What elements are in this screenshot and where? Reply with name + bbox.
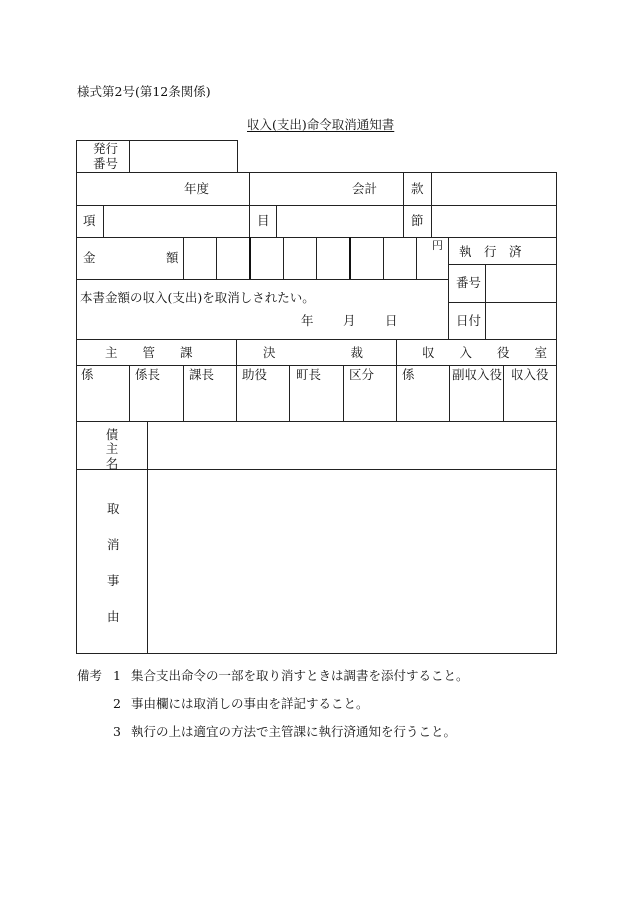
request-year: 年: [301, 313, 314, 328]
account-label: 会計: [352, 181, 378, 196]
reason-label-char-2: 消: [107, 537, 120, 552]
request-month: 月: [343, 313, 356, 328]
document-title: 収入(支出)命令取消通知書: [247, 117, 395, 132]
amount-label-kin: 金: [83, 250, 96, 265]
stamp-col-kakaricho: 係長: [135, 367, 161, 382]
executed-date-label: 日付: [456, 313, 482, 328]
stamp-col-joyaku: 助役: [242, 367, 268, 382]
group-shunyuyaku-shitsu: 収 入 役 室: [422, 345, 548, 360]
reason-label-char-3: 事: [107, 573, 120, 588]
reason-label-char-1: 取: [107, 501, 120, 516]
note-3-number: 3: [113, 724, 121, 739]
note-3-text: 執行の上は適宜の方法で主管課に執行済通知を行うこと。: [131, 724, 457, 739]
note-2-number: 2: [113, 696, 121, 711]
yen-label: 円: [432, 239, 443, 252]
issue-label-line2: 番号: [93, 156, 119, 171]
creditor-label: 債 主 名: [105, 427, 119, 471]
kan-label: 款: [411, 181, 424, 196]
note-2-text: 事由欄には取消しの事由を詳記すること。: [131, 696, 369, 711]
stamp-col-kacho: 課長: [189, 367, 215, 382]
group-shukan-ka: 主 管 課: [105, 345, 193, 360]
note-1-number: 1: [113, 668, 121, 683]
stamp-col-kubun: 区分: [349, 367, 375, 382]
amount-label-gaku: 額: [166, 250, 179, 265]
request-day: 日: [385, 313, 398, 328]
executed-header: 執 行 済: [459, 244, 522, 259]
kou-label: 項: [83, 213, 96, 228]
moku-label: 目: [257, 213, 270, 228]
setsu-label: 節: [411, 213, 424, 228]
issue-label-line1: 発行: [93, 141, 119, 156]
fiscal-year-label: 年度: [184, 181, 210, 196]
request-text: 本書金額の収入(支出)を取消しされたい。: [80, 290, 315, 305]
stamp-col-kakari: 係: [81, 367, 94, 382]
stamp-col-chocho: 町長: [296, 367, 322, 382]
form-label: 様式第2号(第12条関係): [77, 84, 211, 99]
executed-number-label: 番号: [456, 275, 482, 290]
group-kessai: 決 裁: [263, 345, 364, 360]
note-1-text: 集合支出命令の一部を取り消すときは調書を添付すること。: [131, 668, 469, 683]
stamp-col-shunyuyaku: 収入役: [511, 367, 549, 382]
reason-label-char-4: 由: [107, 609, 120, 624]
stamp-col-kakari-2: 係: [402, 367, 415, 382]
notes-label: 備考: [77, 668, 103, 683]
stamp-col-fuku-shunyuyaku: 副収入役: [452, 367, 503, 382]
